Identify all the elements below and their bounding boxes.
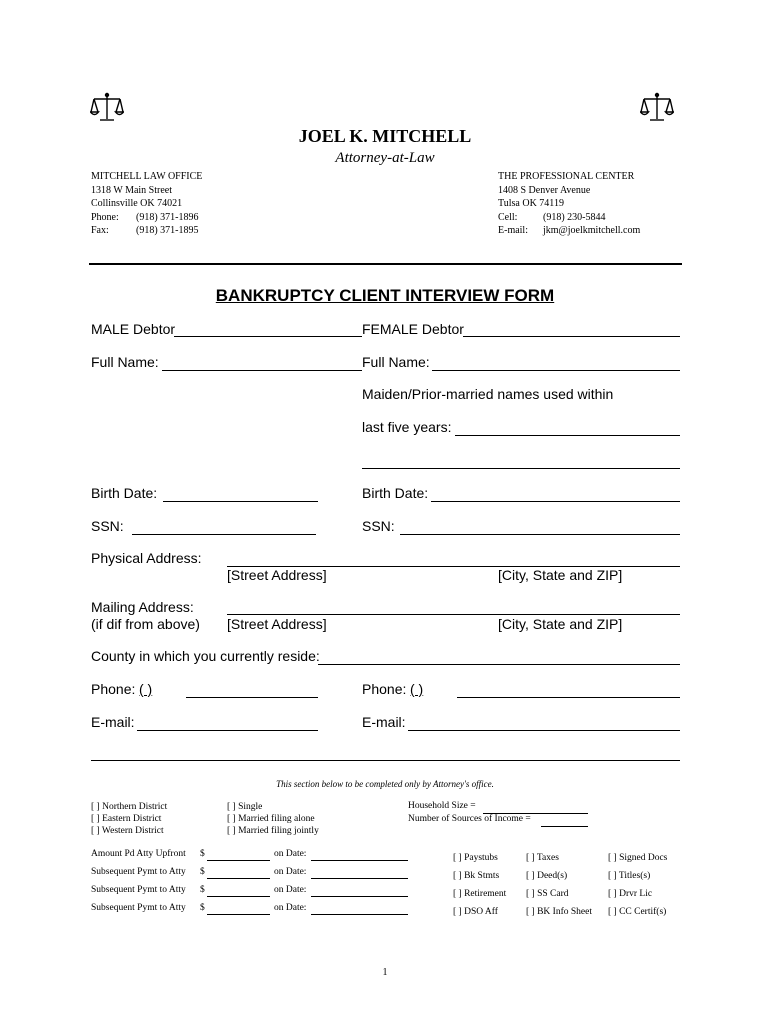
attorney-subtitle: Attorney-at-Law xyxy=(335,150,435,166)
physical-street-caption: [Street Address] xyxy=(227,567,327,583)
docs-column-2 xyxy=(526,849,592,921)
scales-of-justice-icon xyxy=(640,92,674,124)
page-number: 1 xyxy=(382,967,388,978)
male-birth-date-field[interactable] xyxy=(163,501,318,502)
payment-row-label: Subsequent Pymt to Atty xyxy=(91,867,186,877)
female-birth-date-field[interactable] xyxy=(431,501,680,502)
female-ssn-field[interactable] xyxy=(400,534,680,535)
last-five-years-label: last five years: xyxy=(362,419,452,435)
maiden-names-field[interactable] xyxy=(455,435,680,436)
header-divider xyxy=(89,263,682,265)
office-phone: (918) 371-1896 xyxy=(136,211,199,223)
payment-amount-field[interactable] xyxy=(207,896,270,897)
male-ssn-label: SSN: xyxy=(91,518,124,534)
female-ssn-label: SSN: xyxy=(362,518,395,534)
female-full-name-field[interactable] xyxy=(432,370,680,371)
payment-date-field[interactable] xyxy=(311,878,408,879)
male-email-field[interactable] xyxy=(137,730,318,731)
male-phone-label: Phone: xyxy=(91,681,136,697)
filing-married-alone-checkbox[interactable]: [ ] Married filing alone xyxy=(227,814,315,824)
doc-ss-card-checkbox[interactable]: [ ] SS Card xyxy=(526,889,569,899)
female-phone-area: ( ) xyxy=(410,681,424,697)
doc-bk-info-sheet-checkbox[interactable]: [ ] BK Info Sheet xyxy=(526,907,592,917)
county-label: County in which you currently reside: xyxy=(91,648,320,664)
payment-row-label: Amount Pd Atty Upfront xyxy=(91,849,186,859)
sources-income-field[interactable] xyxy=(541,826,588,827)
female-debtor-line xyxy=(463,336,680,337)
maiden-names-label: Maiden/Prior-married names used within xyxy=(362,386,614,402)
right-office-city: Tulsa OK 74119 xyxy=(498,198,564,209)
doc-dso-aff-checkbox[interactable]: [ ] DSO Aff xyxy=(453,907,498,917)
male-email-label: E-mail: xyxy=(91,714,135,730)
male-birth-date-label: Birth Date: xyxy=(91,485,158,501)
section-divider xyxy=(91,760,680,761)
male-phone-field[interactable] xyxy=(186,697,318,698)
filing-single-checkbox[interactable]: [ ] Single xyxy=(227,802,263,812)
maiden-names-field-2[interactable] xyxy=(362,468,680,469)
female-email-field[interactable] xyxy=(408,730,680,731)
left-office-name: MITCHELL LAW OFFICE xyxy=(91,171,203,182)
male-full-name-field[interactable] xyxy=(162,370,362,371)
female-phone-label: Phone: xyxy=(362,681,407,697)
payment-date-field[interactable] xyxy=(311,914,408,915)
left-office-city: Collinsville OK 74021 xyxy=(91,198,183,209)
payment-row-label: Subsequent Pymt to Atty xyxy=(91,903,186,913)
female-phone-field[interactable] xyxy=(457,697,680,698)
docs-column-1 xyxy=(453,849,506,921)
attorney-name: JOEL K. MITCHELL xyxy=(298,126,472,146)
filing-married-jointly-checkbox[interactable]: [ ] Married filing jointly xyxy=(227,826,319,836)
female-full-name-label: Full Name: xyxy=(362,354,430,370)
payment-amount-field[interactable] xyxy=(207,914,270,915)
district-options xyxy=(91,801,167,837)
doc-titles-checkbox[interactable]: [ ] Titles(s) xyxy=(608,871,651,881)
doc-cc-certif-checkbox[interactable]: [ ] CC Certif(s) xyxy=(608,907,667,917)
female-birth-date-label: Birth Date: xyxy=(362,485,429,501)
doc-paystubs-checkbox[interactable]: [ ] Paystubs xyxy=(453,853,498,863)
fax-label: Fax: xyxy=(91,225,109,236)
office-use-note: This section below to be completed only by Attorney's office. xyxy=(276,779,494,789)
doc-retirement-checkbox[interactable]: [ ] Retirement xyxy=(453,889,507,899)
district-western-checkbox[interactable]: [ ] Western District xyxy=(91,826,164,836)
payment-dollar-sign: $ xyxy=(200,903,205,913)
form-title: BANKRUPTCY CLIENT INTERVIEW FORM xyxy=(215,286,555,305)
district-northern-checkbox[interactable]: [ ] Northern District xyxy=(91,802,168,812)
doc-deeds-checkbox[interactable]: [ ] Deed(s) xyxy=(526,871,568,881)
district-eastern-checkbox[interactable]: [ ] Eastern District xyxy=(91,814,162,824)
mailing-address-label: Mailing Address: xyxy=(91,599,194,615)
mailing-address-field[interactable] xyxy=(227,614,680,615)
household-size-label: Household Size = xyxy=(408,801,476,811)
payment-dollar-sign: $ xyxy=(200,885,205,895)
payment-dollar-sign: $ xyxy=(200,849,205,859)
male-phone-area: ( ) xyxy=(139,681,153,697)
female-email-label: E-mail: xyxy=(362,714,406,730)
doc-drvr-lic-checkbox[interactable]: [ ] Drvr Lic xyxy=(608,889,653,899)
payment-dollar-sign: $ xyxy=(200,867,205,877)
doc-bk-stmts-checkbox[interactable]: [ ] Bk Stmts xyxy=(453,871,500,881)
payment-date-field[interactable] xyxy=(311,860,408,861)
left-office-street: 1318 W Main Street xyxy=(91,184,173,196)
doc-signed-docs-checkbox[interactable]: [ ] Signed Docs xyxy=(608,853,668,863)
male-full-name-label: Full Name: xyxy=(91,354,159,370)
payment-date-field[interactable] xyxy=(311,896,408,897)
office-cell: (918) 230-5844 xyxy=(543,211,606,223)
office-fax: (918) 371-1895 xyxy=(136,225,199,236)
mailing-if-dif-label: (if dif from above) xyxy=(91,616,200,632)
filing-options xyxy=(227,801,319,837)
mailing-street-caption: [Street Address] xyxy=(227,616,327,632)
payment-date-label: on Date: xyxy=(274,903,307,913)
county-field[interactable] xyxy=(318,664,680,665)
male-debtor-heading: MALE Debtor xyxy=(91,321,176,337)
payment-row-label: Subsequent Pymt to Atty xyxy=(91,885,186,895)
left-office-block xyxy=(91,170,202,238)
email-label: E-mail: xyxy=(498,225,528,236)
payment-date-label: on Date: xyxy=(274,885,307,895)
male-debtor-line xyxy=(174,336,362,337)
payment-date-label: on Date: xyxy=(274,867,307,877)
right-office-street: 1408 S Denver Avenue xyxy=(498,184,591,196)
office-email: jkm@joelkmitchell.com xyxy=(543,225,641,236)
physical-address-label: Physical Address: xyxy=(91,550,202,566)
right-office-name: THE PROFESSIONAL CENTER xyxy=(498,171,635,182)
phone-label: Phone: xyxy=(91,211,119,223)
payment-amount-field[interactable] xyxy=(207,878,270,879)
cell-label: Cell: xyxy=(498,211,518,223)
mailing-city-caption: [City, State and ZIP] xyxy=(498,616,623,632)
sources-income-label: Number of Sources of Income = xyxy=(408,814,531,824)
male-ssn-field[interactable] xyxy=(132,534,316,535)
right-office-block xyxy=(498,170,640,238)
docs-column-3 xyxy=(608,849,667,921)
payment-date-label: on Date: xyxy=(274,849,307,859)
physical-city-caption: [City, State and ZIP] xyxy=(498,567,623,583)
scales-of-justice-icon xyxy=(90,92,124,124)
doc-taxes-checkbox[interactable]: [ ] Taxes xyxy=(526,853,559,863)
payment-amount-field[interactable] xyxy=(207,860,270,861)
female-debtor-heading: FEMALE Debtor xyxy=(362,321,464,337)
